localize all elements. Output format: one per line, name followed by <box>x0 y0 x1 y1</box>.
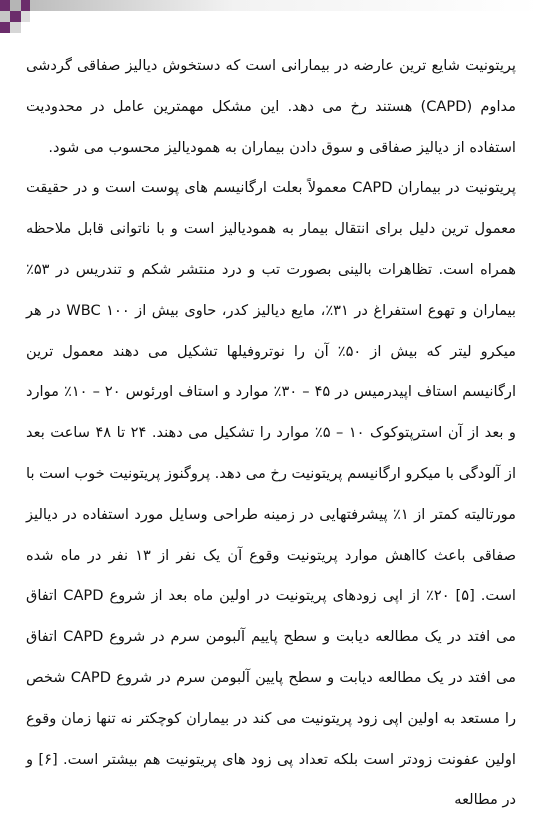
deco-square-purple <box>0 22 10 33</box>
paragraph: پریتونیت در بیماران CAPD معمولاً بعلت ارگانیسم های پوست است و در حقیقت معمول ترین دلیل برای انتقال بیمار به همودیالیز است و با ناتوانی قابل ملاحظه همراه است. تظاهرات بالینی بصورت تب و درد منتشر شکم و تندریس در ۵۳٪ بیماران و تهوع استفراغ در ۳۱٪، مایع دیالیز کدر، حاوی بیش از ۱۰۰ WBC در هر میکرو لیتر که بیش از ۵۰٪ آن را نوتروفیلها تشکیل می دهند معمول ترین ارگانیسم استاف اپیدرمیس در ۴۵ – ۳۰٪ موارد و استاف اورئوس ۲۰ – ۱۰٪ موارد و بعد از آن استرپتوکوک ۱۰ – ۵٪ موارد را تشکیل می دهند. ۲۴ تا ۴۸ ساعت بعد از آلودگی با میکرو ارگانیسم پریتونیت رخ می دهد. پروگنوز پریتونیت خوب است با مورتالیته کمتر از ۱٪ پیشرفتهایی در زمینه طراحی وسایل مورد استفاده در دیالیز صفاقی باعث کااهش موارد پریتونیت وقوع آن یک نفر از ۱۳ نفر در ماه شده است. [۵] ۲۰٪ از اپی زودهای پریتونیت در اولین ماه بعد از شروع CAPD اتفاق می افتد در یک مطالعه دیابت و سطح پاییم آلبومن سرم در شروع CAPD اتفاق می افتد در یک مطالعه دیابت و سطح پایین آلبومن سرم در شروع CAPD شخص را مستعد به اولین اپی زود پریتونیت می کند در بیماران کوچکتر نه تنها زمان وقوع اولین عفونت زودتر است بلکه تعداد پی زود های پریتونیت هم بیشتر است. [۶] و در مطالعه <box>26 179 517 809</box>
deco-square-gray <box>10 22 21 33</box>
document-body <box>26 46 516 821</box>
deco-square-purple <box>21 0 30 11</box>
deco-bar <box>30 0 540 11</box>
deco-square-gray <box>0 11 10 22</box>
deco-square-purple <box>10 11 21 22</box>
paragraph: پریتونیت شایع ترین عارضه در بیمارانی است که دستخوش دیالیز صفاقی گردشی مداوم (CAPD) هستند رخ می دهد. این مشکل مهمترین عامل در محدودیت استفاده از دیالیز صفاقی و سوق دادن بیماران به همودیالیز محسوب می شود. <box>26 57 516 156</box>
deco-square-gray <box>10 0 21 11</box>
deco-square-purple <box>0 0 10 11</box>
deco-square-gray <box>21 11 30 22</box>
